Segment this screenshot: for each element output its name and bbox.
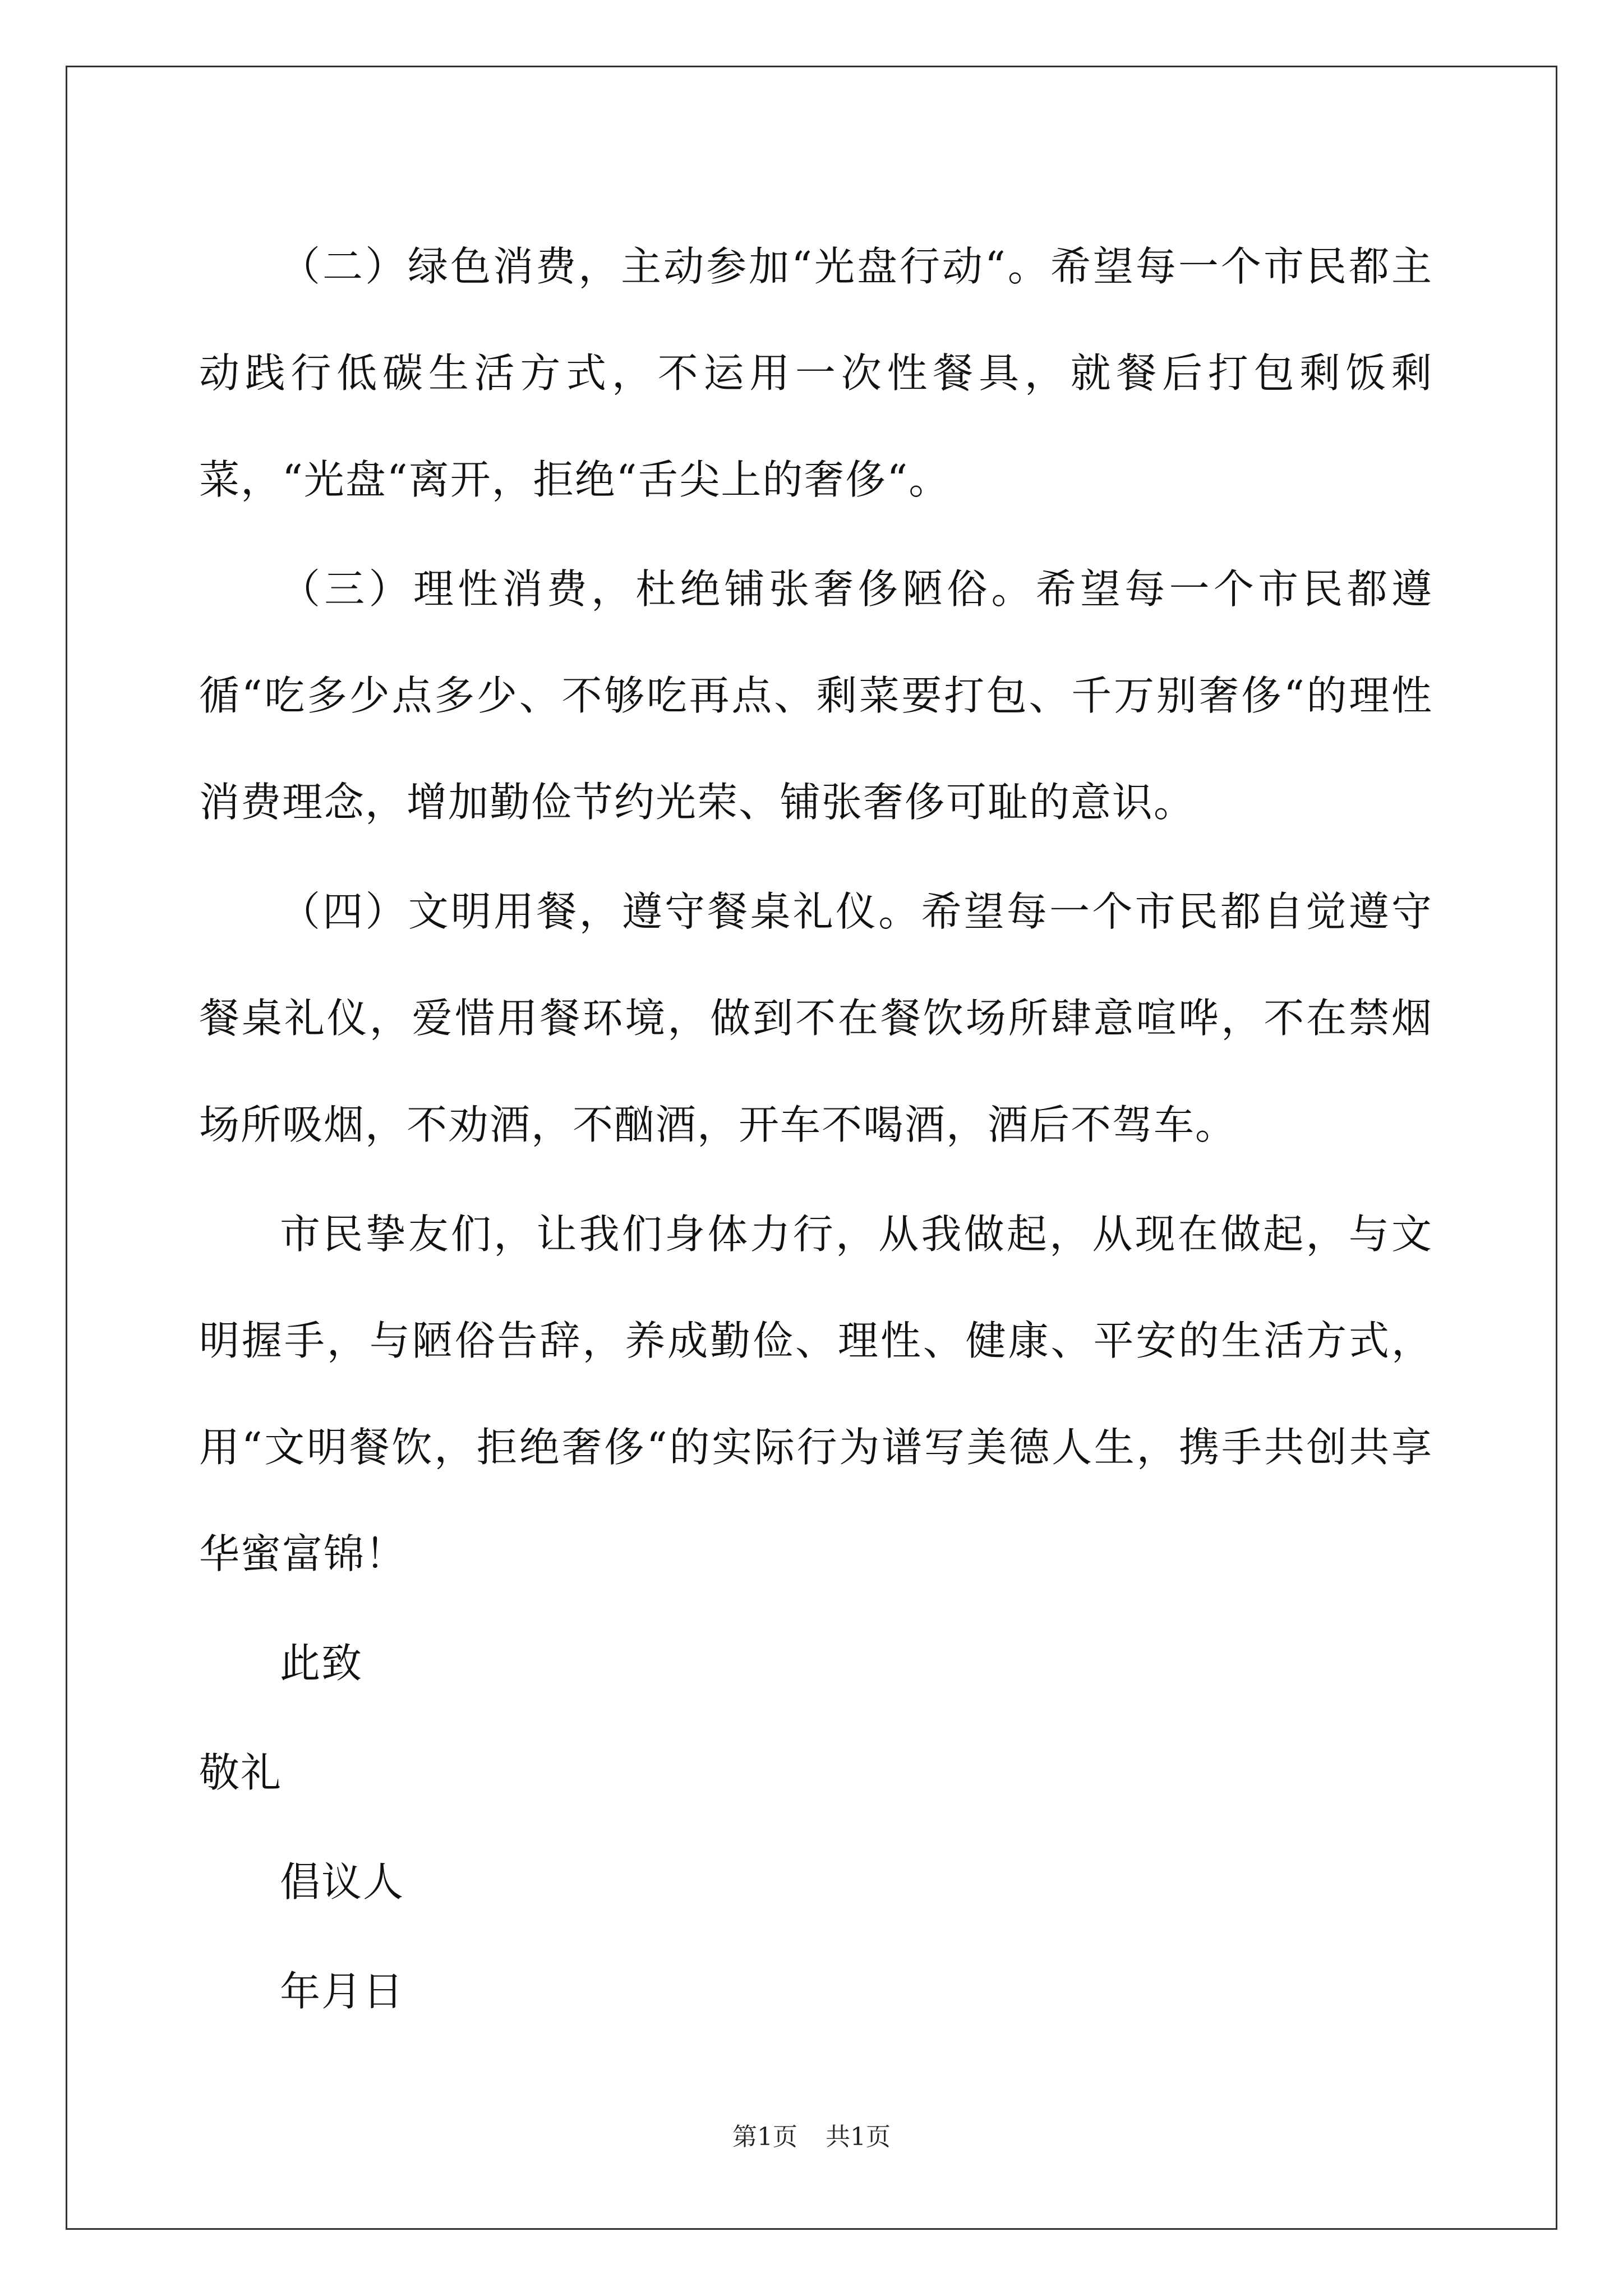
paragraph-civilized-dining: （四）文明用餐，遵守餐桌礼仪。希望每一个市民都自觉遵守餐桌礼仪，爱惜用餐环境，做到不在餐饮场所肆意喧哗，不在禁烟场所吸烟，不劝酒，不酗酒，开车不喝酒，酒后不驾车。 xyxy=(199,888,1433,1148)
document-body xyxy=(199,213,1433,2047)
paragraph-rational-consumption: （三）理性消费，杜绝铺张奢侈陋俗。希望每一个市民都遵循“吃多少点多少、不够吃再点、剩菜要打包、千万别奢侈“的理性消费理念，增加勤俭节约光荣、铺张奢侈可耻的意识。 xyxy=(199,565,1433,826)
paragraph-appeal: 市民挚友们，让我们身体力行，从我做起，从现在做起，与文明握手，与陋俗告辞，养成勤俭、理性、健康、平安的生活方式，用“文明餐饮，拒绝奢侈“的实际行为谱写美德人生，携手共创共享华蜜富锦！ xyxy=(199,1211,1433,1577)
signer: 倡议人 xyxy=(280,1858,405,1906)
page-number: 第1页 xyxy=(732,2123,797,2151)
salutation: 敬礼 xyxy=(199,1749,283,1796)
closing-phrase: 此致 xyxy=(280,1640,363,1687)
page-total: 共1页 xyxy=(826,2123,891,2151)
paragraph-green-consumption: （二）绿色消费，主动参加“光盘行动“。希望每一个市民都主动践行低碳生活方式，不运用一次性餐具，就餐后打包剩饭剩菜，“光盘“离开，拒绝“舌尖上的奢侈“。 xyxy=(199,243,1433,503)
page-footer xyxy=(0,2120,1623,2154)
date-line: 年月日 xyxy=(280,1968,405,2015)
